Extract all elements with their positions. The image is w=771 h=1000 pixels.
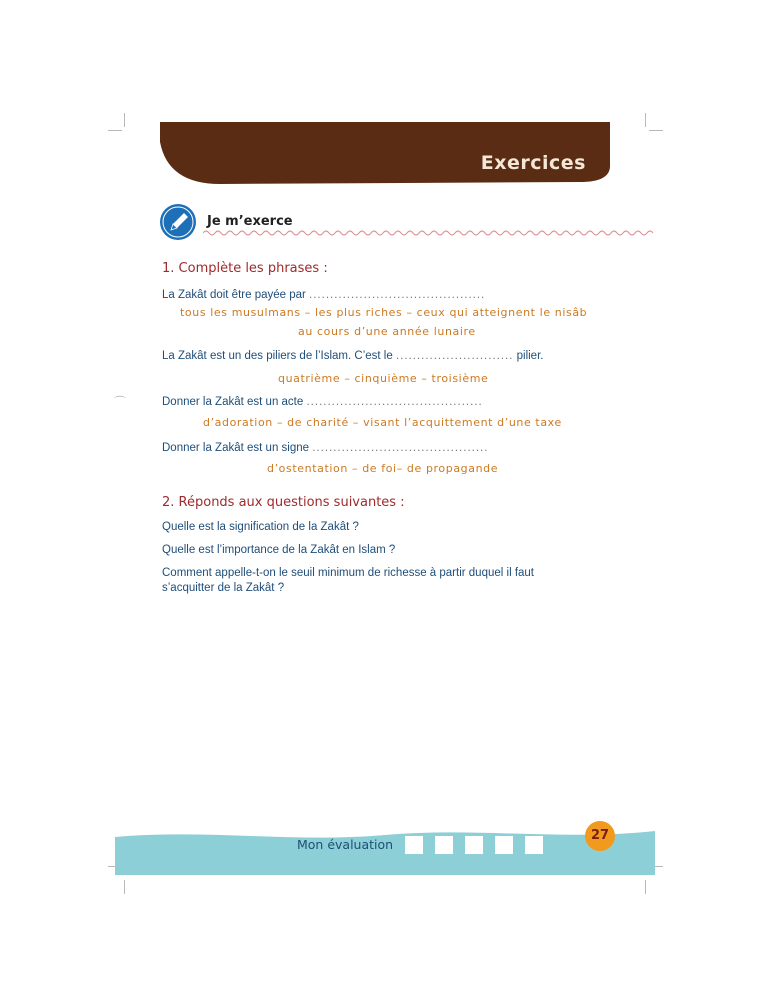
evaluation-box[interactable] [525, 836, 543, 854]
sentence-text: La Zakât est un des piliers de l’Islam. C’est le [162, 350, 393, 362]
sentence-1 [162, 289, 485, 301]
blank-line: ............................ [395, 350, 514, 362]
pencil-icon [159, 203, 197, 241]
page-title: Exercices [480, 152, 586, 174]
choices-1-line-1: tous les musulmans – les plus riches – ceux qui atteignent le nisâb [180, 306, 588, 319]
question-1: Quelle est la signification de la Zakât ? [162, 521, 359, 533]
choices-4: d’ostentation – de foi– de propagande [267, 462, 499, 475]
crop-mark [645, 880, 646, 894]
decorative-underline [203, 229, 656, 237]
sentence-text: La Zakât doit être payée par [162, 289, 306, 301]
page-number-badge: 27 [585, 821, 615, 851]
blank-line: .......................................... [306, 396, 483, 408]
blank-line: .......................................... [309, 289, 486, 301]
section-heading: Je m’exerce [207, 214, 293, 229]
sentence-text: Donner la Zakât est un acte [162, 396, 304, 408]
crop-mark [645, 113, 646, 127]
exercise-1-title: 1. Complète les phrases : [162, 261, 328, 276]
crop-mark [124, 113, 125, 127]
margin-mark: ⌒ [114, 395, 127, 409]
choices-2: quatrième – cinquième – troisième [278, 372, 489, 385]
blank-line: .......................................... [312, 442, 489, 454]
evaluation-box[interactable] [405, 836, 423, 854]
choices-3: d’adoration – de charité – visant l’acquittement d’une taxe [203, 416, 562, 429]
crop-mark [124, 880, 125, 894]
sentence-4 [162, 442, 488, 454]
exercise-2-title: 2. Réponds aux questions suivantes : [162, 495, 405, 510]
choices-1-line-2: au cours d’une année lunaire [298, 325, 476, 338]
sentence-3 [162, 396, 483, 408]
evaluation-box[interactable] [465, 836, 483, 854]
sentence-text: Donner la Zakât est un signe [162, 442, 310, 454]
crop-mark [649, 130, 663, 131]
question-3: Comment appelle-t-on le seuil minimum de richesse à partir duquel il faut [162, 567, 535, 579]
crop-mark [108, 130, 122, 131]
sentence-suffix: pilier. [516, 350, 544, 362]
question-2: Quelle est l’importance de la Zakât en Islam ? [162, 544, 396, 556]
evaluation-box[interactable] [495, 836, 513, 854]
question-3-continued: s’acquitter de la Zakât ? [162, 582, 285, 594]
sentence-2 [162, 350, 543, 362]
evaluation-label: Mon évaluation [297, 837, 394, 852]
evaluation-box[interactable] [435, 836, 453, 854]
